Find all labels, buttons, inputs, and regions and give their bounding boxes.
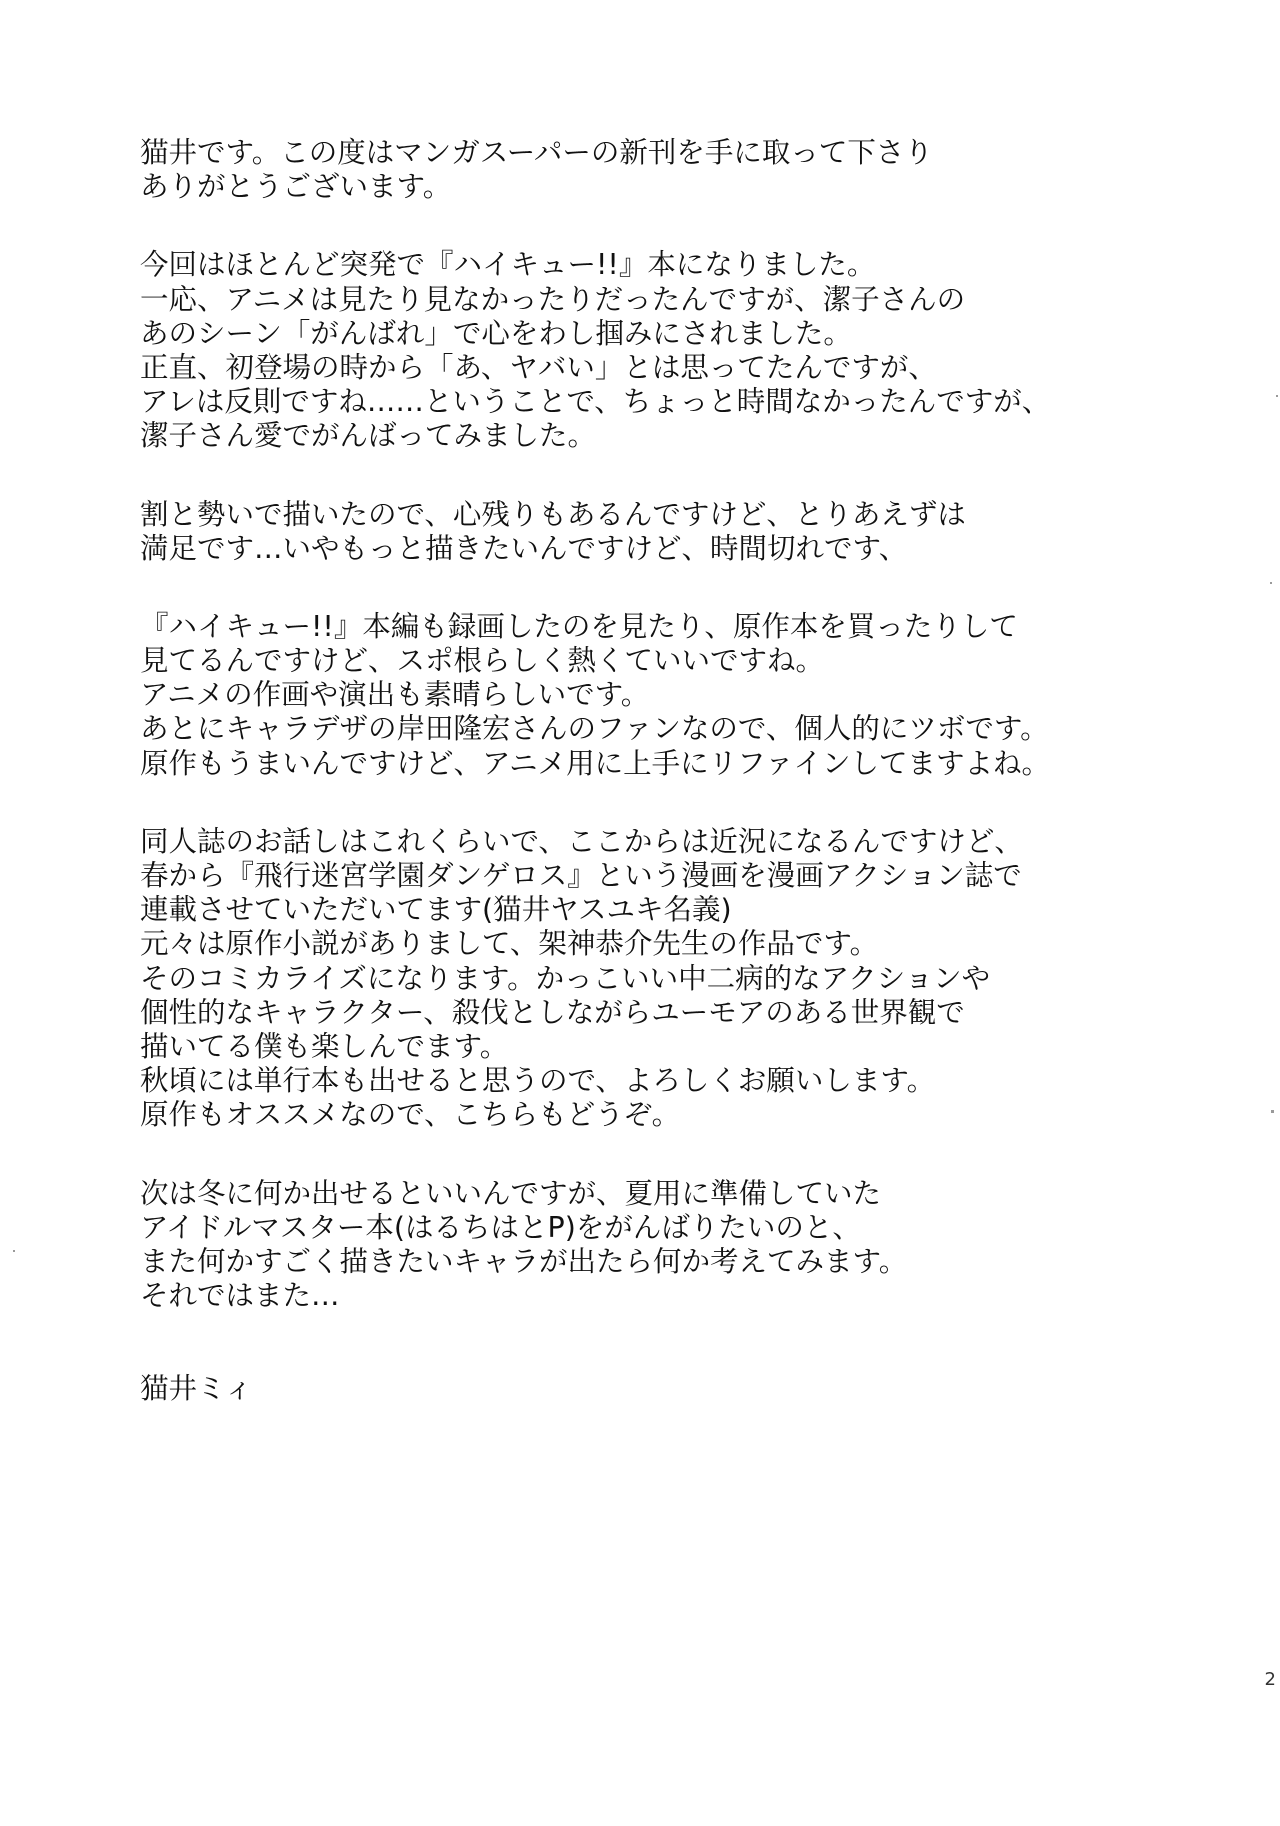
text-line: 次は冬に何か出せるといいんですが、夏用に準備していた [140, 1176, 882, 1210]
text-line: ありがとうございます。 [140, 170, 452, 204]
paragraph-next-plans [140, 1177, 1180, 1314]
text-line: 原作もうまいんですけど、アニメ用に上手にリファインしてますよね。 [140, 746, 1051, 780]
text-line: 満足です…いやもっと描きたいんですけど、時間切れです、 [140, 531, 908, 565]
text-line: そのコミカライズになります。かっこいい中二病的なアクションや [140, 961, 991, 995]
paragraph-anime-impressions [140, 610, 1180, 781]
text-line: 『ハイキュー!!』本編も録画したのを見たり、原作本を買ったりして [140, 609, 1018, 643]
text-line: それではまた… [140, 1279, 340, 1313]
text-line: 見てるんですけど、スポ根らしく熱くていいですね。 [140, 644, 825, 678]
text-line: 一応、アニメは見たり見なかったりだったんですが、潔子さんの [140, 282, 966, 316]
text-line: 同人誌のお話しはこれくらいで、ここからは近況になるんですけど、 [140, 824, 1023, 858]
text-line: 連載させていただいてます(猫井ヤスユキ名義) [140, 893, 732, 927]
text-line: 猫井です。この度はマンガスーパーの新刊を手に取って下さり [140, 136, 933, 169]
text-line: 割と勢いで描いたので、心残りもあるんですけど、とりあえずは [140, 497, 966, 531]
paragraph-greeting [140, 136, 1180, 204]
paragraph-haikyu-book [140, 248, 1180, 453]
scan-speck [13, 1250, 15, 1252]
text-line: 原作もオススメなので、こちらもどうぞ。 [140, 1098, 681, 1132]
text-line: また何かすごく描きたいキャラが出たら何か考えてみます。 [140, 1244, 908, 1278]
page-number: 2 [1264, 1669, 1276, 1690]
paragraph-satisfaction [140, 498, 1180, 566]
text-line: アレは反則ですね……ということで、ちょっと時間なかったんですが、 [140, 385, 1051, 419]
text-line: 春から『飛行迷宮学園ダンゲロス』という漫画を漫画アクション誌で [140, 859, 1022, 892]
text-line: アニメの作画や演出も素晴らしいです。 [140, 678, 650, 712]
paragraph-recent-news [140, 825, 1180, 1133]
author-signature: 猫井ミィ [140, 1372, 253, 1405]
text-line: あとにキャラデザの岸田隆宏さんのファンなので、個人的にツボです。 [140, 712, 1049, 746]
text-line: 秋頃には単行本も出せると思うので、よろしくお願いします。 [140, 1064, 936, 1098]
scan-speck [1271, 1110, 1274, 1113]
text-line: 潔子さん愛でがんばってみました。 [140, 419, 597, 453]
scan-speck [1276, 395, 1278, 397]
text-line: 元々は原作小説がありまして、架神恭介先生の作品です。 [140, 927, 879, 961]
afterword-body [140, 136, 1180, 1357]
text-line: 個性的なキャラクター、殺伐としながらユーモアのある世界観で [140, 995, 965, 1029]
text-line: 描いてる僕も楽しんでます。 [140, 1029, 509, 1063]
text-line: アイドルマスター本(はるちはとP)をがんばりたいのと、 [140, 1210, 861, 1244]
text-line: 正直、初登場の時から「あ、ヤバい」とは思ってたんですが、 [140, 350, 937, 384]
scan-speck [1270, 582, 1272, 584]
text-line: あのシーン「がんばれ」で心をわし掴みにされました。 [140, 316, 852, 350]
text-line: 今回はほとんど突発で『ハイキュー!!』本になりました。 [140, 248, 876, 282]
